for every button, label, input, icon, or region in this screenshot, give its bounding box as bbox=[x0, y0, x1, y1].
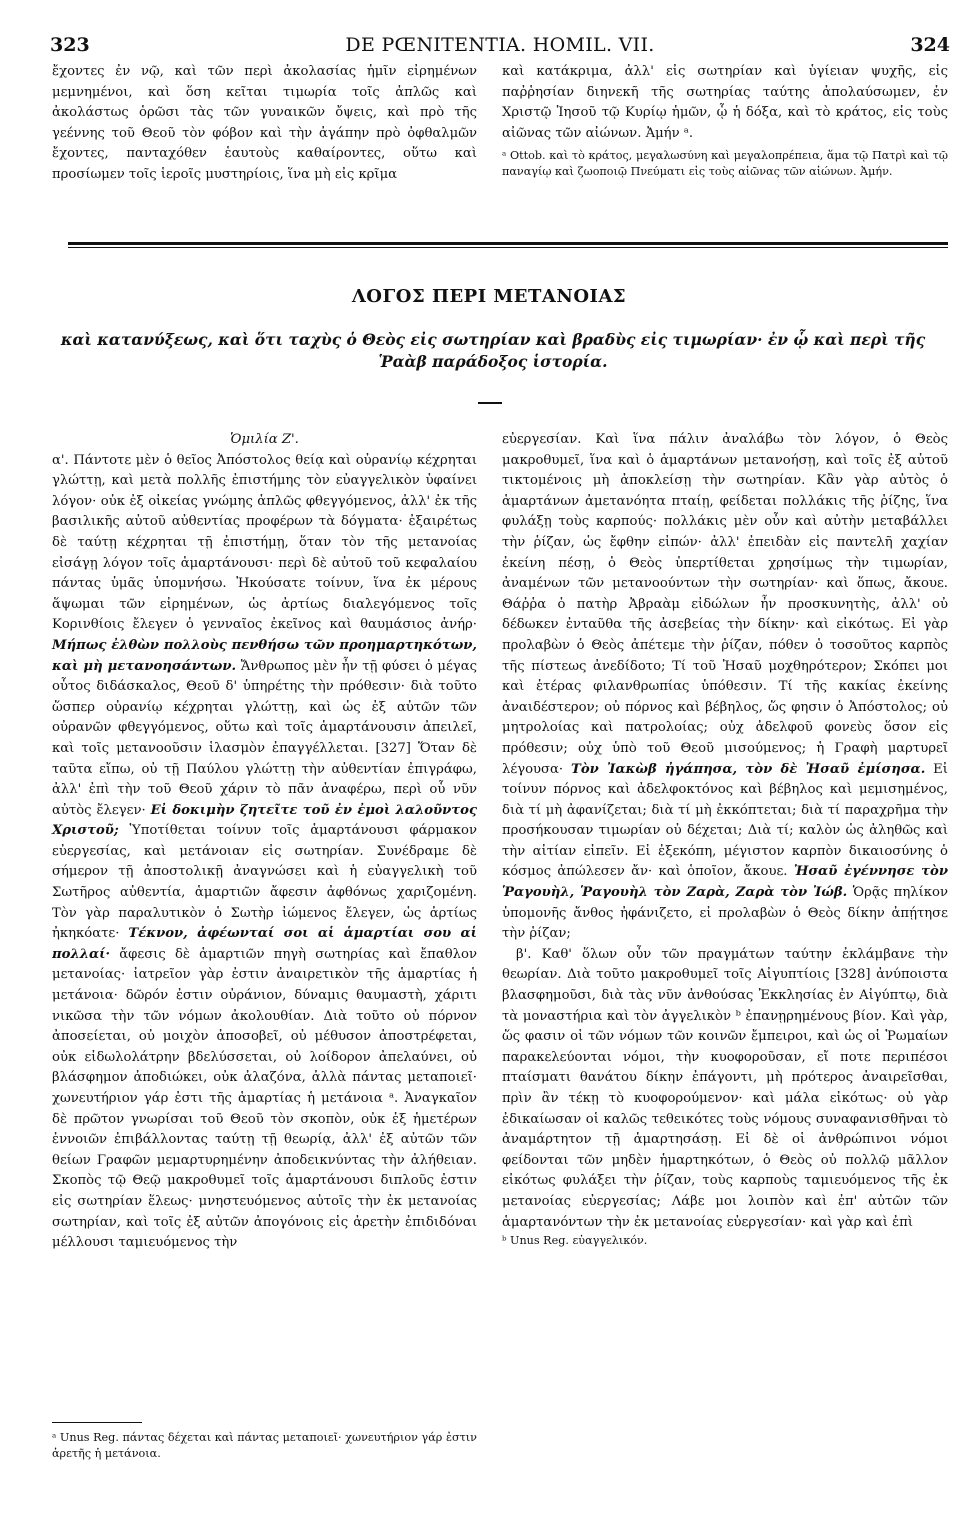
paragraph bbox=[52, 451, 477, 1254]
top-left-column bbox=[52, 62, 477, 186]
paragraph-text: εὐεργεσίαν. Καὶ ἵνα πάλιν ἀναλάβω τὸν λόγον, ὁ Θεὸς μακροθυμεῖ, ἵνα καὶ ὁ ἁμαρτάνων μετανοήσῃ, καὶ τοῖς ἐξ αὐτοῦ τικτομένοις μὴ ἀποκλείσῃ τὴν σωτηρίαν. Κἂν γὰρ αὐτὸς ὁ ἁμαρτάνων ἀμετανόητα πταίῃ, φείδεται πολλάκις τῆς ῥίζης, ἵνα φυλάξῃ τοὺς καρπούς· πολλάκις μὲν οὖν καὶ αὐτὴν μεταβάλλει τὴν ῥίζαν, ὡς ἔφθην εἰπών· ἀλλ' ἐπειδὰν εἰς παντελῆ χαχίαν ἐκείνη πέσῃ, ὁ Θεὸς ὑπερτίθεται χρησίμως τὴν τιμωρίαν, ἀναμένων τῶν μετανοούντων τὴν σωτηρίαν· καὶ ὅπως, ἄκουε. Θάῤῥα ὁ πατὴρ Ἀβραὰμ εἰδώλων ἦν προσκυνητὴς, ἀλλ' οὐ δέδωκεν ἐνταῦθα τῆς ἀσεβείας τὴν δίκην· καὶ εἰκότως. Εἰ γὰρ προλαβὼν ὁ Θεὸς ἀπέτεμε τὴν ῥίζαν, πόθεν ὁ τοσοῦτος καρπὸς τῆς πίστεως ἀνεδίδοτο; Τί τοῦ Ἠσαῦ μοχθηρότερον; Σκόπει μοι καὶ ἑτέρας φιλανθρωπίας ὑπόθεσιν. Τί τῆς κακίας ἐκείνης ἀναιδέστερον; οὐ πόρνος καὶ βέβηλος, ὥς φησιν ὁ Ἀπόστολος; οὐ μητρολοίας καὶ πατρολοίας; οὐχ ἀδελφοῦ φονεὺς ὅσον εἰς πρόθεσιν; οὐχ ὑπὸ τοῦ Θεοῦ μισούμενος; ἡ Γραφὴ μαρτυρεῖ λέγουσα· bbox=[502, 432, 948, 777]
footnote: ᵇ Unus Reg. εὐαγγελικόν. bbox=[502, 1234, 648, 1248]
scripture-quote: Εἰ δοκιμὴν ζητεῖτε τοῦ ἐν ἐμοὶ λαλοῦντος Χριστοῦ; bbox=[52, 802, 477, 839]
top-right-footnote: ᵃ Ottob. καὶ τὸ κράτος, μεγαλωσύνη καὶ μεγαλοπρέπεια, ἅμα τῷ Πατρὶ καὶ τῷ παναγίῳ καὶ ζωοποιῷ Πνεύματι εἰς τοὺς αἰῶνας τῶν αἰώνων. Ἀμήν. bbox=[502, 149, 948, 178]
paragraph-text: Ὑποτίθεται τοίνυν τοῖς ἁμαρτάνουσι φάρμακον εὐεργεσίας, καὶ μετάνοιαν εἰς σωτηρίαν. Συνέδραμε δὲ σήμερον τῇ ἀποστολικῇ ἀναγνώσει καὶ ἡ εὐαγγελικὴ τοῦ Σωτῆρος αὐθεντία, ἁμαρτιῶν ἄφεσιν ἀφθόνως χαριζομένη. Τὸν γὰρ παραλυτικὸν ὁ Σωτὴρ ἰώμενος ἔλεγεν, ὡς ἀρτίως ἠκηκόατε· bbox=[52, 823, 477, 942]
running-title: DE PŒNITENTIA. HOMIL. VII. bbox=[345, 34, 655, 56]
paragraph-text: ἄφεσις δὲ ἁμαρτιῶν πηγὴ σωτηρίας καὶ ἔπαθλον μετανοίας· ἰατρεῖον γὰρ ἐστιν ἀναιρετικὸν τῆς ἁμαρτίας ἡ μετάνοια· δῶρόν ἐστιν οὐράνιον, δύναμις θαυμαστὴ, χάριτι νικῶσα τὴν τῶν νόμων ἀκολουθίαν. Διὰ τοῦτο οὐ πόρνον ἀποσείεται, οὐ μοιχὸν ἀποσοβεῖ, οὐ μέθυσον ἀποστρέφεται, οὐκ εἰδωλολάτρην βδελύσσεται, οὐ λοίδορον ἀπελαύνει, οὐ βλάσφημον ἀποδιώκει, οὐκ ἀλαζόνα, ἀλλὰ πάντας μεταποιεῖ· χωνευτήριον γάρ ἐστι τῆς ἁμαρτίας ἡ μετάνοια ᵃ. Ἀναγκαῖον δὲ πρῶτον γνωρίσαι τοῦ Θεοῦ τὸν σκοπὸν, οὐκ ἐξ ἡμετέρων ἐννοιῶν ἐπιβάλλοντας ταύτῃ τῇ θεωρίᾳ, ἀλλ' ἐξ αὐτῶν τῶν θείων Γραφῶν μεμαρτυρημένην ἀποδεικνύντας τὴν ἀλήθειαν. Σκοπὸς τῷ Θεῷ μακροθυμεῖ τοῖς ἁμαρτάνουσι διπλοῦς ἐστιν εἰς σωτηρίαν ἕλεως· μνηστευόμενος αὐτοῖς τὴν ἐκ μετανοίας σωτηρίαν, καὶ τοῖς ἐξ αὐτῶν ἀπογόνοις εἰς ἀρετὴν ἐπιδιδόναι μέλλουσι ταμιευόμενος τὴν bbox=[52, 946, 477, 1251]
paragraph-text: Εἰ τοίνυν πόρνος καὶ ἀδελφοκτόνος καὶ βέβηλος καὶ μεμισημένος, διὰ τί μὴ ἀφανίζεται; διὰ τί μὴ ἐκκόπτεται; διὰ τί παραχρῆμα τὴν προσήκουσαν τιμωρίαν οὐ δέχεται; Διὰ τί; καλὸν ὡς ἀληθῶς καὶ τὴν αἰτίαν εἰπεῖν. Εἰ ἐξεκόπη, μέγιστον καρπὸν δικαιοσύνης ὁ κόσμος ἀπώλεσεν ἄν· καὶ ὁποῖον, ἄκουε. bbox=[502, 761, 948, 880]
footnote: ᵃ Unus Reg. πάντας δέχεται καὶ πάντας μεταποιεῖ· χωνευτήριον γάρ ἐστιν ἀρετῆς ἡ μετάνοια. bbox=[52, 1431, 477, 1460]
main-left-column bbox=[52, 430, 477, 1254]
paragraph-text: Ὁρᾷς πηλίκον ὑπομονῆς ἄνθος ἠφάνιζετο, εἰ προλαβὼν ὁ Θεὸς δίκην ἀπῄτησε τὴν ῥίζαν; bbox=[502, 885, 948, 942]
section-rule bbox=[68, 242, 948, 245]
footnote-rule bbox=[52, 1422, 142, 1423]
scripture-quote: Ἠσαῦ ἐγέννησε τὸν Ῥαγουὴλ, Ῥαγουὴλ τὸν Ζαρὰ, Ζαρὰ τὸν Ἰώβ. bbox=[502, 864, 948, 901]
scripture-quote: Μήπως ἐλθὼν πολλοὺς πενθήσω τῶν προημαρτηκότων, καὶ μὴ μετανοησάντων. bbox=[52, 637, 477, 674]
homily-label: Ὁμιλία Ζ'. bbox=[230, 432, 299, 447]
sermon-subtitle: καὶ κατανύξεως, καὶ ὅτι ταχὺς ὁ Θεὸς εἰς σωτηρίαν καὶ βραδὺς εἰς τιμωρίαν· ἐν ᾧ καὶ περὶ τῆς Ῥαὰβ παράδοξος ἱστορία. bbox=[60, 330, 926, 371]
paragraph bbox=[502, 430, 948, 945]
section-rule-thin bbox=[68, 247, 948, 248]
sermon-title: ΛΟΓΟΣ ΠΕΡΙ ΜΕΤΑΝΟΙΑΣ bbox=[351, 286, 627, 307]
top-left-text: ἔχοντες ἐν νῷ, καὶ τῶν περὶ ἀκολασίας ἡμῖν εἰρημένων μεμνημένοι, καὶ ὅση κεῖται τιμωρία τοῖς ἁπλῶς καὶ ἀκολάστως ὁρῶσι τὰς τῶν γυναικῶν ὄψεις, καὶ πρὸ τῆς γεέννης τοῦ Θεοῦ τὸν φόβον καὶ τὴν ἀγάπην πρὸ ὀφθαλμῶν ἔχοντες, πανταχόθεν ἑαυτοὺς καθαίροντες, οὕτω καὶ προσίωμεν τοῖς ἱεροῖς μυστηρίοις, ἵνα μὴ εἰς κρῖμα bbox=[52, 64, 477, 182]
running-header bbox=[50, 34, 950, 58]
paragraph-text: α'. Πάντοτε μὲν ὁ θεῖος Ἀπόστολος θείᾳ καὶ οὐρανίῳ κέχρηται γλώττῃ, καὶ μετὰ πολλῆς ἐπιστήμης τὸν εὐαγγελικὸν ὑφαίνει λόγον· οὐκ ἐξ οἰκείας γνώμης ἁπλῶς φθεγγόμενος, ἀλλ' ἐκ τῆς βασιλικῆς αὐτοῦ αὐθεντίας προφέρων τὰ δόγματα· ἐξαιρέτως δὲ ταύτῃ κέχρηται τῇ ἐπιστήμῃ, ὅταν τὸν τῆς μετανοίας εἰσάγῃ λόγον τοῖς ἁμαρτάνουσι· περὶ δὲ αὐτοῦ τοῦ κεφαλαίου πάντας ὑμᾶς ὑπομνήσω. Ἠκούσατε τοίνυν, ἵνα ἐκ μέρους ἅψωμαι τῶν εἰρημένων, ὡς ἀρτίως διαλεγόμενος τοῖς Κορινθίοις ἔλεγεν ὁ γενναῖος ἐκεῖνος καὶ θαυμάσιος ἀνήρ· bbox=[52, 452, 477, 633]
scripture-quote: Τὸν Ἰακὼβ ἠγάπησα, τὸν δὲ Ἠσαῦ ἐμίσησα. bbox=[571, 761, 926, 777]
left-footnote-block bbox=[52, 1430, 477, 1461]
paragraph: β'. Καθ' ὅλων οὖν τῶν πραγμάτων ταύτην ἐκλάμβανε τὴν θεωρίαν. Διὰ τοῦτο μακροθυμεῖ τοῖς Αἰγυπτίοις [328] ἀνύποιστα βλασφημοῦσι, διὰ τὰς νῦν ἀνθούσας Ἐκκλησίας ἐν Αἰγύπτῳ, διὰ τὰ μοναστήρια καὶ τὸν ἀγγελικὸν ᵇ ἐπανῃρημένους βίον. Καὶ γὰρ, ὥς φασιν οἱ τῶν νόμων τῶν κοινῶν ἔμπειροι, καὶ ὡς οἱ Ῥωμαίων παρακελεύονται νόμοι, τὴν κυοφοροῦσαν, εἴ ποτε περιπέσοι πταίσματι θανάτου δίκην ἐπάγοντι, μὴ πρότερος ἀναιρεῖσθαι, πρὶν ἂν τέκῃ τὸ κυοφορούμενον· καὶ μάλα εἰκότως· οὐ γὰρ ἐδικαίωσαν οἱ καλῶς τεθεικότες τοὺς νόμους συναφανισθῆναι τὸ ἀναμάρτητον τῇ ἁμαρτησάσῃ. Εἰ δὲ οἱ ἀνθρώπινοι νόμοι φείδονται τῶν μηδὲν ἡμαρτηκότων, ὁ Θεὸς οὐ πολλῷ μᾶλλον εἰκότως φυλάξει τὴν ῥίζαν, τοὺς καρποὺς ταμιευόμενος τῆς ἐκ μετανοίας εὐεργεσίας; Λάβε μοι λοιπὸν καὶ ἐπ' αὐτῶν τῶν ἁμαρτανόντων τὴν ἐκ μετανοίας εὐεργεσίαν· καὶ γὰρ καὶ ἐπὶ bbox=[502, 946, 948, 1230]
page-number-left: 323 bbox=[50, 34, 90, 56]
main-right-column bbox=[502, 430, 948, 1249]
top-right-column bbox=[502, 62, 948, 179]
scripture-quote: Τέκνον, ἀφέωνταί σοι αἱ ἁμαρτίαι σου αἱ πολλαί· bbox=[52, 926, 477, 962]
top-right-text: καὶ κατάκριμα, ἀλλ' εἰς σωτηρίαν καὶ ὑγίειαν ψυχῆς, εἰς παῤῥησίαν διηνεκῆ τῆς σωτηρίας ταύτης ἀπολαύσωμεν, ἐν Χριστῷ Ἰησοῦ τῷ Κυρίῳ ἡμῶν, ᾧ ἡ δόξα, καὶ τὸ κράτος, εἰς τοὺς αἰῶνας τῶν αἰώνων. Ἀμήν ᵃ. bbox=[502, 64, 948, 141]
paragraph-text: Ἄνθρωπος μὲν ἦν τῇ φύσει ὁ μέγας οὗτος διδάσκαλος, Θεοῦ δ' ὑπηρέτης τὴν πρόθεσιν· διὰ τοῦτο ὥσπερ οὐρανίῳ κέχρηται γλώττῃ, καὶ ὡς ἐξ αὐτῶν τῶν οὐρανῶν φθεγγόμενος, οὕτω καὶ τοῖς ἁμαρτάνουσιν ἀπειλεῖ, καὶ τοῖς μετανοοῦσιν ἱλασμὸν ἐπαγγέλλεται. [327] Ὅταν δὲ ταῦτα εἴπω, οὐ τῇ Παύλου γλώττῃ τὴν αὐθεντίαν ἐπιγράφω, ἀλλ' ἐπὶ τὴν τοῦ Θεοῦ χάριν τὸ πᾶν ἀναφέρω, περὶ οὗ νῦν αὐτὸς ἔλεγεν· bbox=[52, 658, 477, 818]
title-dash bbox=[478, 402, 502, 404]
page-number-right: 324 bbox=[910, 34, 950, 56]
